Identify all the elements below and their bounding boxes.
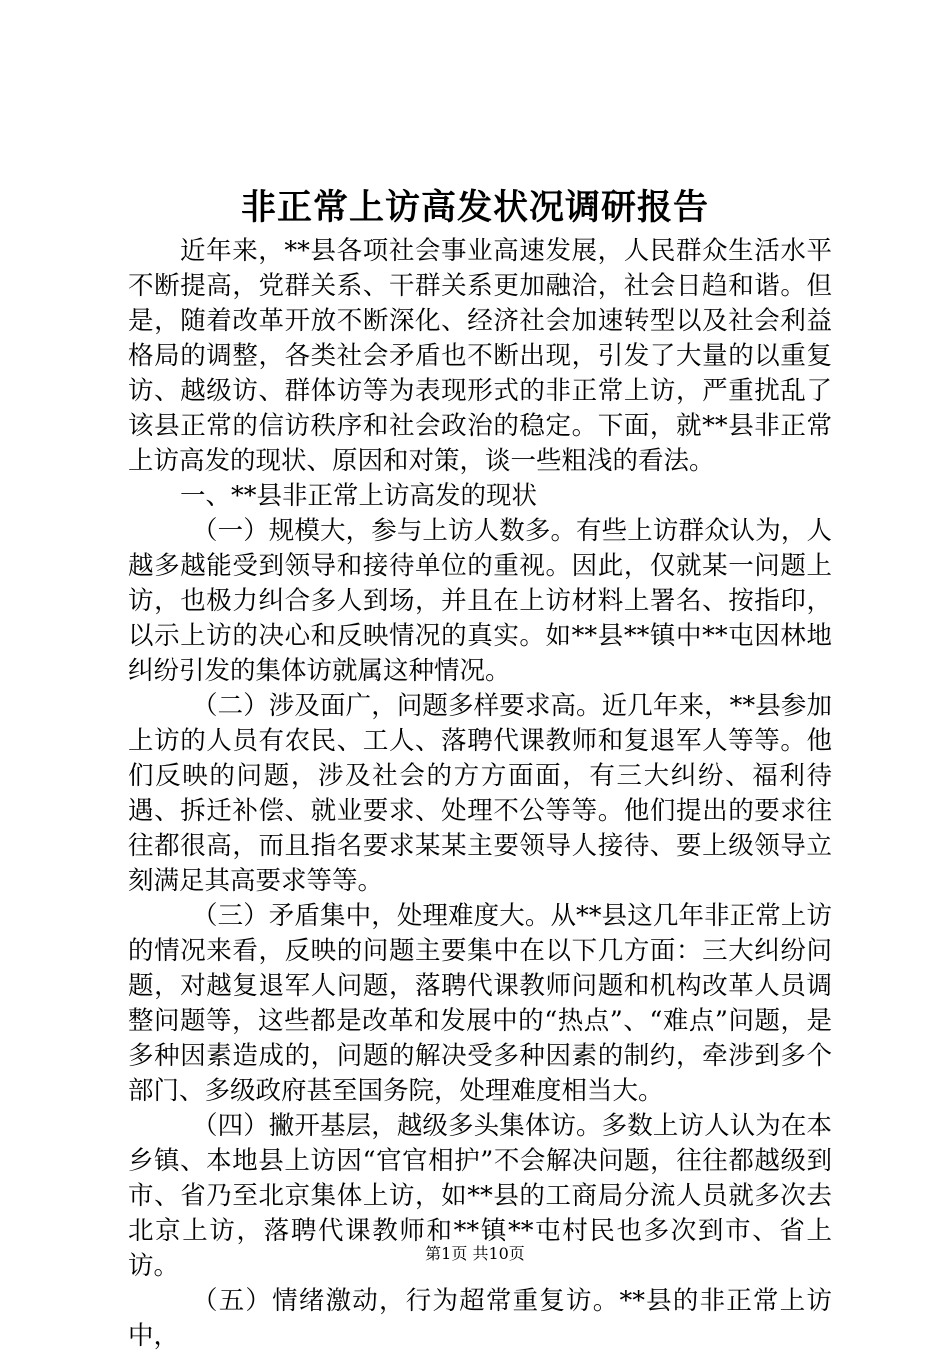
page-footer: 第1页 共10页 [425, 1244, 525, 1263]
subsection-paragraph-2: （二）涉及面广，问题多样要求高。近几年来，**县参加上访的人员有农民、工人、落聘代课教师和复退军人等等。他们反映的问题，涉及社会的方方面面，有三大纠纷、福利待遇、拆迁补偿、就业要求、处理不公等等。他们提出的要求往往都很高，而且指名要求某某主要领导人接待、要上级领导立刻满足其高要求等等。 [128, 691, 832, 896]
intro-paragraph: 近年来，**县各项社会事业高速发展，人民群众生活水平不断提高，党群关系、干群关系更加融洽，社会日趋和谐。但是，随着改革开放不断深化、经济社会加速转型以及社会利益格局的调整，各类社会矛盾也不断出现，引发了大量的以重复访、越级访、群体访等为表现形式的非正常上访，严重扰乱了该县正常的信访秩序和社会政治的稳定。下面，就**县非正常上访高发的现状、原因和对策，谈一些粗浅的看法。 [128, 236, 832, 476]
subsection-paragraph-4: （四）撇开基层，越级多头集体访。多数上访人认为在本乡镇、本地县上访因“官官相护”不会解决问题，往往都越级到市、省乃至北京集体上访，如**县的工商局分流人员就多次去北京上访，落聘代课教师和**镇**屯村民也多次到市、省上访。 [128, 1111, 832, 1281]
document-title: 非正常上访高发状况调研报告 [240, 187, 709, 228]
document-body [128, 234, 832, 1354]
subsection-paragraph-5: （五）情绪激动，行为超常重复访。**县的非正常上访中， [128, 1286, 832, 1351]
subsection-paragraph-1: （一）规模大，参与上访人数多。有些上访群众认为，人越多越能受到领导和接待单位的重视。因此，仅就某一问题上访，也极力纠合多人到场，并且在上访材料上署名、按指印，以示上访的决心和反映情况的真实。如**县**镇中**屯因林地纠纷引发的集体访就属这种情况。 [128, 516, 832, 686]
section-heading: 一、**县非正常上访高发的现状 [180, 481, 538, 511]
subsection-paragraph-3: （三）矛盾集中，处理难度大。从**县这几年非正常上访的情况来看，反映的问题主要集中在以下几方面：三大纠纷问题，对越复退军人问题，落聘代课教师问题和机构改革人员调整问题等，这些都是改革和发展中的“热点”、“难点”问题，是多种因素造成的，问题的解决受多种因素的制约，牵涉到多个部门、多级政府甚至国务院，处理难度相当大。 [128, 901, 832, 1106]
